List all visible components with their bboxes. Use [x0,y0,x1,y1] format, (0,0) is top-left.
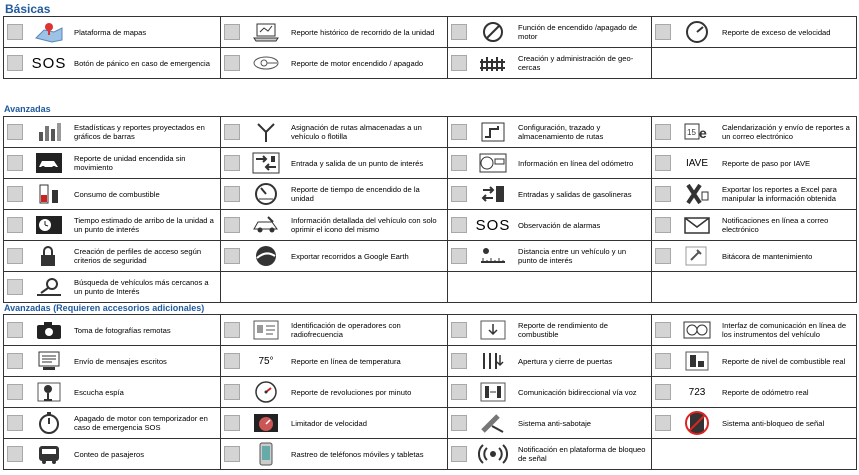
feature-label: Reporte de rendimiento de combustible [518,321,608,339]
feature-checkbox[interactable] [224,415,240,431]
feature-cell [221,346,448,377]
table-row [4,48,857,79]
feature-checkbox[interactable] [451,55,467,71]
feature-label: Apertura y cierre de puertas [518,356,613,366]
basicas-table [3,16,857,79]
tachometer-icon [249,181,283,207]
fence-icon [476,50,510,76]
feature-checkbox[interactable] [655,155,671,171]
feature-label: Reporte de revoluciones por minuto [291,387,412,397]
clock-eta-icon [32,212,66,238]
feature-label: Distancia entre un vehículo y un punto de interés [518,247,627,265]
feature-cell [4,272,221,303]
feature-cell [448,315,652,346]
dashboard-instruments-icon [680,317,714,343]
feature-label: Información en línea del odómetro [518,158,634,168]
speedometer-icon [680,19,714,45]
section-title-basicas: Básicas [5,2,51,16]
feature-checkbox[interactable] [655,415,671,431]
feature-cell [221,408,448,439]
feature-label: Calendarización y envío de reportes a un correo electrónico [722,123,850,141]
feature-cell [448,148,652,179]
section-title-avanzadas: Avanzadas [4,104,51,114]
feature-label: Entrada y salida de un punto de interés [291,158,424,168]
car-idle-icon [32,150,66,176]
odometer-real-icon [680,379,714,405]
feature-cell [4,148,221,179]
feature-cell [221,439,448,470]
feature-label: Sistema anti-sabotaje [518,418,592,428]
feature-checkbox[interactable] [451,446,467,462]
feature-cell [652,241,857,272]
feature-checkbox[interactable] [224,248,240,264]
feature-label: Reporte de unidad encendida sin movimiento [74,154,186,172]
iave-icon [680,150,714,176]
two-way-voice-icon [476,379,510,405]
signal-block-icon [476,441,510,467]
table-row [4,377,857,408]
envelope-icon [680,212,714,238]
table-row [4,210,857,241]
laptop-route-icon [249,19,283,45]
feature-checkbox[interactable] [224,217,240,233]
feature-label: Conteo de pasajeros [74,449,145,459]
feature-label: Reporte de nivel de combustible real [722,356,846,366]
feature-checkbox[interactable] [451,353,467,369]
feature-cell [221,117,448,148]
feature-label: Exportar recorridos a Google Earth [291,251,409,261]
feature-cell [448,439,652,470]
feature-checkbox[interactable] [655,322,671,338]
feature-label: Reporte histórico de recorrido de la unidad [291,27,435,37]
feature-label: Reporte de odómetro real [722,387,809,397]
icon-label: IAVE [685,157,709,169]
bar-chart-icon [32,119,66,145]
message-terminal-icon [32,348,66,374]
feature-checkbox[interactable] [655,384,671,400]
feature-cell [221,272,448,303]
table-row [4,346,857,377]
rpm-gauge-icon [249,379,283,405]
avanzadas-table [3,116,857,303]
feature-checkbox[interactable] [7,248,23,264]
feature-cell [448,346,652,377]
feature-cell [652,17,857,48]
icon-label: 723 [688,386,706,398]
feature-cell [4,17,221,48]
feature-label: Estadísticas y reportes proyectados en gráficos de barras [74,123,205,141]
feature-cell [4,48,221,79]
feature-cell [4,439,221,470]
feature-cell [4,210,221,241]
feature-label: Notificación en plataforma de bloqueo de señal [518,445,646,463]
engine-key-icon [249,50,283,76]
feature-checkbox[interactable] [224,186,240,202]
feature-label: Apagado de motor con temporizador en caso de emergencia SOS [74,414,208,432]
feature-label: Comunicación bidireccional vía voz [518,387,637,397]
feature-checkbox[interactable] [7,384,23,400]
feature-checkbox[interactable] [224,353,240,369]
feature-cell [4,377,221,408]
feature-label: Envío de mensajes escritos [74,356,167,366]
feature-checkbox[interactable] [7,24,23,40]
id-card-icon [249,317,283,343]
feature-cell [448,210,652,241]
feature-checkbox[interactable] [451,217,467,233]
feature-checkbox[interactable] [224,24,240,40]
feature-checkbox[interactable] [655,248,671,264]
feature-label: Reporte en línea de temperatura [291,356,401,366]
feature-cell [448,241,652,272]
arrows-in-out-icon [249,150,283,176]
feature-checkbox[interactable] [7,415,23,431]
feature-checkbox[interactable] [451,248,467,264]
feature-checkbox[interactable] [224,55,240,71]
svg-text:15: 15 [687,128,696,137]
feature-label: Reporte de motor encendido / apagado [291,58,424,68]
feature-cell [652,346,857,377]
odometer-icon [476,150,510,176]
feature-checkbox[interactable] [7,186,23,202]
feature-cell [221,17,448,48]
icon-label: 75° [258,355,274,367]
feature-cell [221,179,448,210]
svg-text:e: e [699,125,707,141]
feature-label: Limitador de velocidad [291,418,367,428]
feature-label: Creación de perfiles de acceso según criterios de seguridad [74,247,202,265]
feature-cell [652,210,857,241]
feature-checkbox[interactable] [451,415,467,431]
feature-label: Reporte de paso por IAVE [722,158,811,168]
map-pin-icon [32,19,66,45]
feature-checkbox[interactable] [7,322,23,338]
feature-checkbox[interactable] [451,384,467,400]
feature-checkbox[interactable] [451,186,467,202]
thermometer-display-icon [249,348,283,374]
table-row [4,272,857,303]
feature-checkbox[interactable] [655,353,671,369]
table-row [4,179,857,210]
search-road-icon [32,274,66,300]
spy-microphone-icon [32,379,66,405]
feature-checkbox[interactable] [451,124,467,140]
feature-cell [448,117,652,148]
camera-icon [32,317,66,343]
feature-cell [4,179,221,210]
anti-jamming-icon [680,410,714,436]
excel-icon [680,181,714,207]
fuel-level-icon [680,348,714,374]
power-off-icon [476,19,510,45]
feature-label: Plataforma de mapas [74,27,147,37]
feature-cell [448,179,652,210]
feature-cell [4,117,221,148]
feature-checkbox[interactable] [224,322,240,338]
feature-label: Entradas y salidas de gasolineras [518,189,632,199]
feature-label: Exportar los reportes a Excel para manipular la información obtenida [722,185,837,203]
feature-label: Identificación de operadores con radiofrecuencia [291,321,401,339]
table-row [4,241,857,272]
feature-label: Bitácora de mantenimiento [722,251,813,261]
feature-cell [652,315,857,346]
calendar-mail-icon [680,119,714,145]
feature-checkbox[interactable] [655,24,671,40]
feature-cell [4,241,221,272]
anti-sabotage-icon [476,410,510,436]
google-earth-icon [249,243,283,269]
car-info-icon [249,212,283,238]
feature-checkbox[interactable] [7,446,23,462]
feature-checkbox[interactable] [224,155,240,171]
table-row [4,148,857,179]
feature-cell [4,346,221,377]
feature-checkbox[interactable] [7,217,23,233]
feature-cell [652,117,857,148]
sos-icon [32,50,66,76]
feature-label: Creación y administración de geo-cercas [518,54,634,72]
lock-user-icon [32,243,66,269]
bus-passenger-icon [32,441,66,467]
feature-cell [4,408,221,439]
feature-label: Observación de alarmas [518,220,601,230]
icon-label: SOS [475,216,511,234]
feature-label: Escucha espía [74,387,124,397]
feature-cell [652,439,857,470]
feature-label: Consumo de combustible [74,189,160,199]
feature-cell [221,148,448,179]
feature-label: Reporte de tiempo de encendido de la unidad [291,185,420,203]
feature-cell [652,377,857,408]
feature-label: Interfaz de comunicación en línea de los instrumentos del vehículo [722,321,847,339]
feature-label: Reporte de exceso de velocidad [722,27,831,37]
feature-cell [448,377,652,408]
accesorios-table [3,314,857,470]
table-row [4,117,857,148]
feature-label: Tiempo estimado de arribo de la unidad a un punto de interés [74,216,214,234]
table-row [4,315,857,346]
smartphone-icon [249,441,283,467]
feature-cell [448,17,652,48]
feature-checkbox[interactable] [224,446,240,462]
feature-label: Información detallada del vehículo con solo oprimir el icono del mismo [291,216,437,234]
feature-cell [221,377,448,408]
feature-cell [652,272,857,303]
fuel-performance-icon [476,317,510,343]
feature-cell [448,408,652,439]
feature-checkbox[interactable] [451,24,467,40]
sos-alarm-icon [476,212,510,238]
feature-cell [448,48,652,79]
feature-checkbox[interactable] [7,124,23,140]
feature-checkbox[interactable] [7,279,23,295]
feature-label: Toma de fotografías remotas [74,325,171,335]
feature-label: Función de encendido /apagado de motor [518,23,638,41]
table-row [4,439,857,470]
gas-station-arrows-icon [476,181,510,207]
feature-label: Rastreo de teléfonos móviles y tabletas [291,449,424,459]
feature-cell [652,148,857,179]
feature-checkbox[interactable] [224,124,240,140]
icon-label: SOS [31,54,67,72]
route-map-icon [476,119,510,145]
feature-checkbox[interactable] [451,155,467,171]
feature-label: Botón de pánico en caso de emergencia [74,58,210,68]
feature-cell [652,48,857,79]
feature-checkbox[interactable] [7,55,23,71]
section-title-avanzadas-accesorios: Avanzadas (Requieren accesorios adicionales) [4,303,205,313]
table-row [4,17,857,48]
feature-label: Búsqueda de vehículos más cercanos a un punto de Interés [74,278,209,296]
feature-cell [652,179,857,210]
feature-label: Sistema anti-bloqueo de señal [722,418,825,428]
feature-cell [652,408,857,439]
feature-cell [221,210,448,241]
fuel-gauge-icon [32,181,66,207]
speed-limiter-icon [249,410,283,436]
feature-cell [221,315,448,346]
wrench-log-icon [680,243,714,269]
feature-checkbox[interactable] [7,353,23,369]
feature-checkbox[interactable] [224,384,240,400]
feature-cell [221,241,448,272]
feature-cell [4,315,221,346]
feature-cell [448,272,652,303]
feature-label: Configuración, trazado y almacenamiento de rutas [518,123,604,141]
feature-checkbox[interactable] [451,322,467,338]
feature-cell [221,48,448,79]
stopwatch-icon [32,410,66,436]
feature-checkbox[interactable] [655,124,671,140]
feature-label: Asignación de rutas almacenadas a un vehículo o flotilla [291,123,422,141]
feature-checkbox[interactable] [7,155,23,171]
feature-checkbox[interactable] [655,217,671,233]
route-split-icon [249,119,283,145]
feature-checkbox[interactable] [655,186,671,202]
door-icon [476,348,510,374]
table-row [4,408,857,439]
distance-ruler-icon [476,243,510,269]
feature-label: Notificaciones en línea a correo electrónico [722,216,829,234]
